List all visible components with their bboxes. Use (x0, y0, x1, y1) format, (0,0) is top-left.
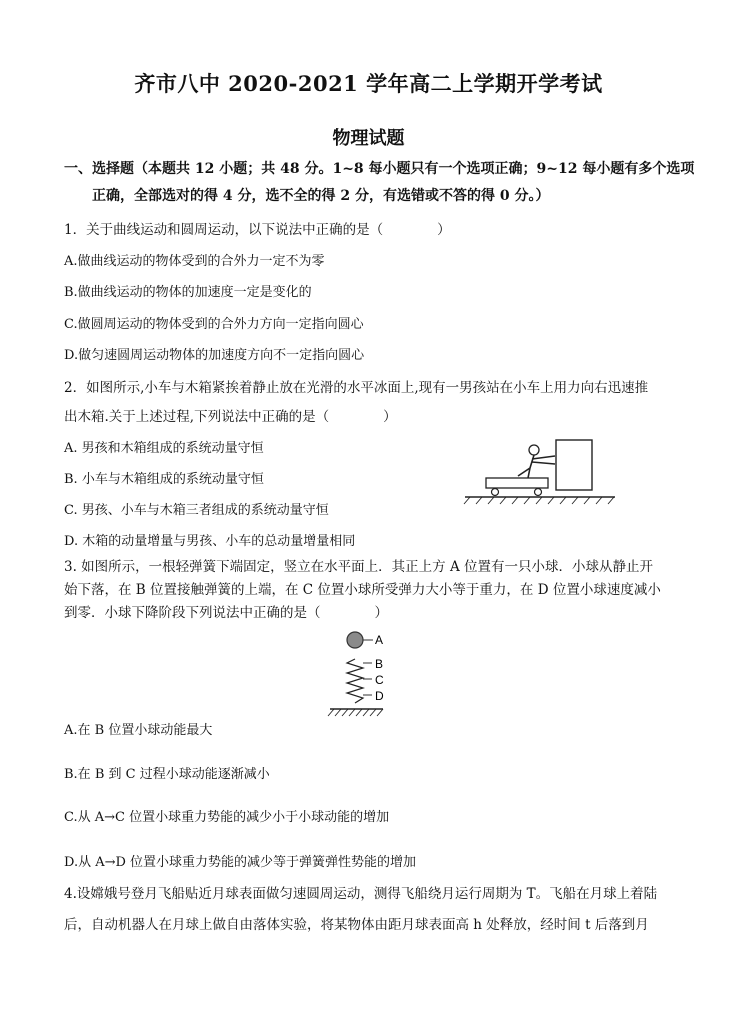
q3-stem-line3: 到零．小球下降阶段下列说法中正确的是（ ） (64, 605, 388, 621)
q1-option-d: D.做匀速圆周运动物体的加速度方向不一定指向圆心 (64, 348, 365, 363)
label-d: D (375, 689, 384, 703)
q3-option-d: D.从 A→D 位置小球重力势能的减少等于弹簧弹性势能的增加 (64, 855, 417, 870)
q1-stem: 1．关于曲线运动和圆周运动，以下说法中正确的是（ ） (64, 222, 451, 238)
section-instructions-line2: 正确，全部选对的得 4 分，选不全的得 2 分，有选错或不答的得 0 分。） (92, 188, 550, 204)
q1-option-b: B.做曲线运动的物体的加速度一定是变化的 (64, 285, 312, 300)
q2-stem-line2: 出木箱.关于上述过程,下列说法中正确的是（ ） (64, 409, 397, 425)
q2-option-a: A. 男孩和木箱组成的系统动量守恒 (64, 441, 264, 456)
q4-stem-line2: 后，自动机器人在月球上做自由落体实验，将某物体由距月球表面高 h 处释放，经时间 t 后落到月 (64, 917, 649, 933)
q3-option-c: C.从 A→C 位置小球重力势能的减少小于小球动能的增加 (64, 810, 390, 825)
q2-stem-line1: 2．如图所示,小车与木箱紧挨着静止放在光滑的水平冰面上,现有一男孩站在小车上用力向右迅速推 (64, 380, 649, 396)
q2-option-b: B. 小车与木箱组成的系统动量守恒 (64, 472, 264, 487)
ball-spring-figure (325, 625, 400, 725)
q4-stem-line1: 4.设嫦娥号登月飞船贴近月球表面做匀速圆周运动，测得飞船绕月运行周期为 T。飞船在月球上着陆 (64, 886, 658, 902)
q2-option-d: D. 木箱的动量增量与男孩、小车的总动量增量相同 (64, 534, 356, 549)
q1-option-c: C.做圆周运动的物体受到的合外力方向一定指向圆心 (64, 317, 364, 332)
label-c: C (375, 673, 384, 687)
q3-stem-line1: 3. 如图所示，一根轻弹簧下端固定，竖立在水平面上．其正上方 A 位置有一只小球．小球从静止开 (64, 559, 654, 575)
cart-boy-box-figure (460, 436, 620, 506)
q3-stem-line2: 始下落，在 B 位置接触弹簧的上端，在 C 位置小球所受弹力大小等于重力，在 D 位置小球速度减小 (64, 582, 661, 598)
exam-subtitle: 物理试题 (332, 128, 405, 149)
section-instructions-line1: 一、选择题（本题共 12 小题；共 48 分。1~8 每小题只有一个选项正确；9~12 每小题有多个选项 (64, 161, 695, 177)
label-b: B (375, 657, 384, 671)
label-a: A (375, 633, 384, 647)
q3-option-a: A.在 B 位置小球动能最大 (64, 723, 213, 738)
q1-option-a: A.做曲线运动的物体受到的合外力一定不为零 (64, 254, 325, 269)
q3-option-b: B.在 B 到 C 过程小球动能逐渐减小 (64, 767, 270, 782)
exam-title: 齐市八中 2020-2021 学年高二上学期开学考试 (134, 71, 603, 96)
q2-option-c: C. 男孩、小车与木箱三者组成的系统动量守恒 (64, 503, 329, 518)
